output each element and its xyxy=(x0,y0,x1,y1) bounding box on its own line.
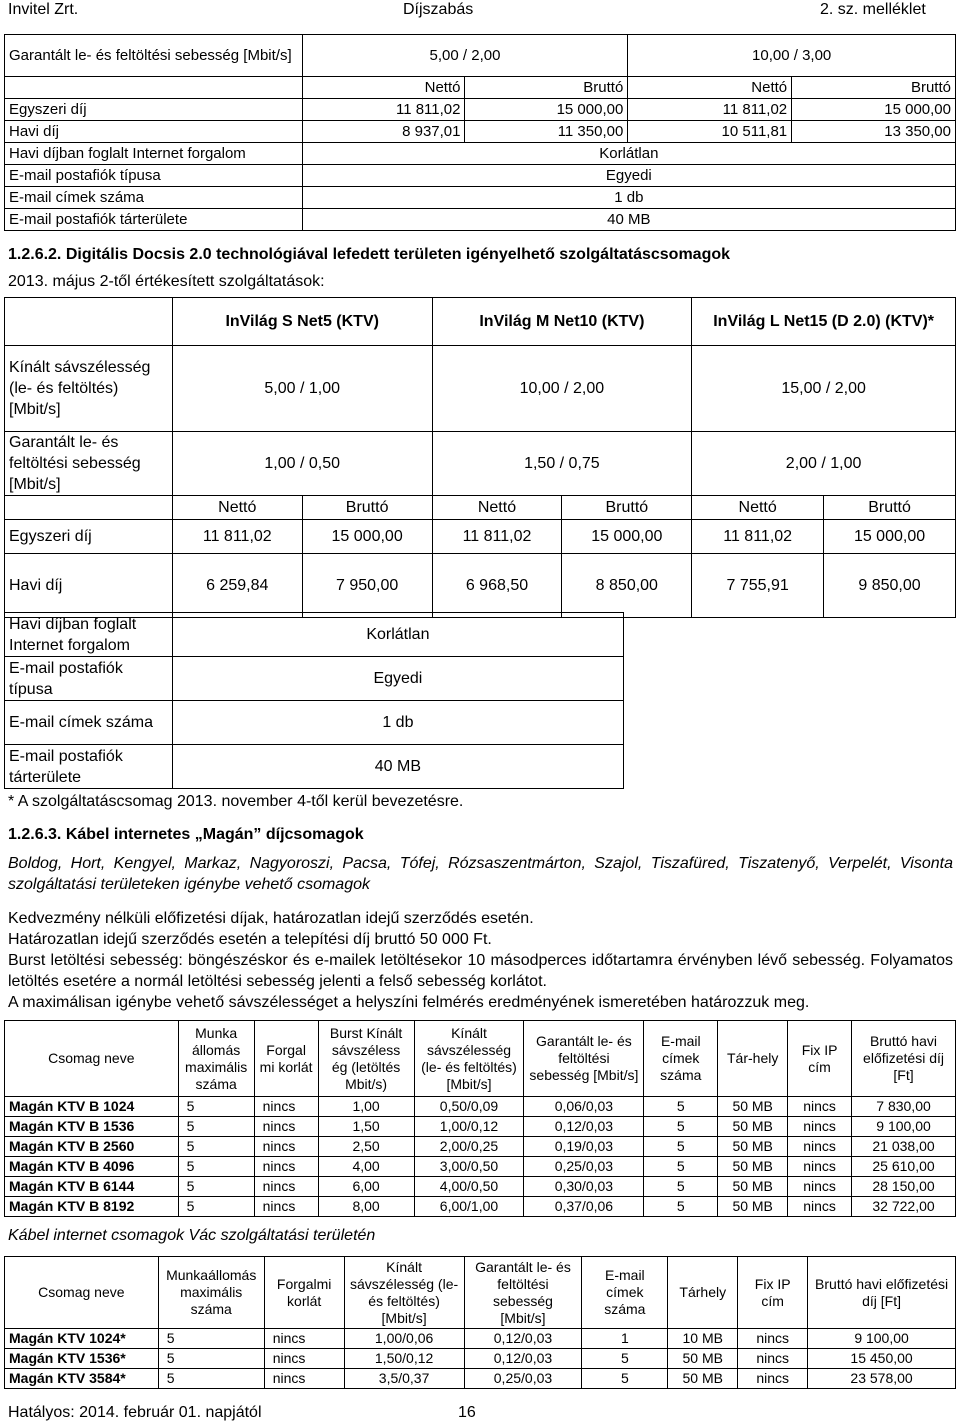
towns-paragraph: Boldog, Hort, Kengyel, Markaz, Nagyoroszi, Pacsa, Tófej, Rózsaszentmárton, Szajol, Tiszafüred, Tiszatenyő, Verpelét, Visonta szolgáltatási területeken igénybe vehető csomagok xyxy=(8,855,953,893)
package-name: Magán KTV 1536* xyxy=(5,1349,159,1369)
table-cell: 3,00/0,50 xyxy=(414,1157,524,1177)
table-row xyxy=(5,613,624,657)
package-name: Magán KTV B 1536 xyxy=(5,1117,179,1137)
vac-title: Kábel internet csomagok Vác szolgáltatási területén xyxy=(8,1227,376,1244)
page-number: 16 xyxy=(458,1404,476,1421)
footnote: * A szolgáltatáscsomag 2013. november 4-től kerül bevezetésre. xyxy=(8,793,464,810)
table-row xyxy=(5,1329,956,1349)
table-cell: nincs xyxy=(788,1097,852,1117)
price-cell: 23 578,00 xyxy=(808,1369,956,1389)
table-cell: 0,12/0,03 xyxy=(524,1117,644,1137)
empty-cell xyxy=(5,77,303,99)
price-cell: 28 150,00 xyxy=(852,1177,956,1197)
table-cell: nincs xyxy=(254,1177,318,1197)
table-cell: 5 xyxy=(178,1177,254,1197)
netto-header: Nettó xyxy=(302,77,465,99)
column-header: Burst Kínált sávszéless ég (letöltés Mbit/s) xyxy=(318,1021,414,1097)
table-cell: 50 MB xyxy=(718,1177,788,1197)
price-cell: 11 811,02 xyxy=(692,520,824,554)
column-header: E-mail címek száma xyxy=(582,1257,668,1329)
table-cell: 6,00 xyxy=(318,1177,414,1197)
price-cell: 15 000,00 xyxy=(562,520,692,554)
table-cell: nincs xyxy=(254,1157,318,1177)
table-cell: 0,30/0,03 xyxy=(524,1177,644,1197)
column-header: E-mail címek száma xyxy=(644,1021,718,1097)
table-cell: 0,12/0,03 xyxy=(464,1329,582,1349)
table-row xyxy=(5,165,956,187)
table-cell: 8,00 xyxy=(318,1197,414,1217)
table-cell: 1,00/0,12 xyxy=(414,1117,524,1137)
column-header: Garantált le- és feltöltési sebesség [Mbit/s] xyxy=(524,1021,644,1097)
price-cell: 13 350,00 xyxy=(792,121,956,143)
table-cell: nincs xyxy=(264,1369,344,1389)
table-cell: 5 xyxy=(644,1157,718,1177)
header-right: 2. sz. melléklet xyxy=(820,1,926,18)
table-cell: 5 xyxy=(644,1137,718,1157)
price-cell: 7 755,91 xyxy=(692,554,824,618)
table-cell: nincs xyxy=(788,1197,852,1217)
empty-cell xyxy=(5,496,173,520)
paragraph-install-fee: Határozatlan idejű szerződés esetén a telepítési díj bruttó 50 000 Ft. xyxy=(8,931,492,948)
table-row xyxy=(5,520,956,554)
row-label: E-mail postafiók típusa xyxy=(5,165,303,187)
price-cell: 7 950,00 xyxy=(302,554,432,618)
column-header: Forgalmi korlát xyxy=(264,1257,344,1329)
table-cell: 5 xyxy=(178,1117,254,1137)
price-cell: 21 038,00 xyxy=(852,1137,956,1157)
table-cell: 5 xyxy=(582,1369,668,1389)
column-header: Fix IP cím xyxy=(788,1021,852,1097)
table-cell: 5 xyxy=(644,1097,718,1117)
speed-b: 10,00 / 3,00 xyxy=(628,35,956,77)
column-header: Csomag neve xyxy=(5,1257,159,1329)
table-cell: 1,00 xyxy=(318,1097,414,1117)
table-row xyxy=(5,1117,956,1137)
row-label: Egyszeri díj xyxy=(5,99,303,121)
table-cell: nincs xyxy=(254,1117,318,1137)
section-heading-1263: 1.2.6.3. Kábel internetes „Magán” díjcsomagok xyxy=(8,826,364,843)
netto-header: Nettó xyxy=(628,77,792,99)
netto-header: Nettó xyxy=(432,496,562,520)
table-cell: 5 xyxy=(158,1349,264,1369)
table-cell: 5 xyxy=(178,1137,254,1157)
table-cell: 0,19/0,03 xyxy=(524,1137,644,1157)
price-cell: 11 811,02 xyxy=(628,99,792,121)
table-cell: nincs xyxy=(254,1097,318,1117)
table-cell: 5 xyxy=(158,1329,264,1349)
header-center: Díjszabás xyxy=(403,1,474,18)
merged-value: 40 MB xyxy=(302,209,955,231)
table-cell: nincs xyxy=(738,1349,808,1369)
price-cell: 11 811,02 xyxy=(172,520,302,554)
table-row xyxy=(5,143,956,165)
table-row xyxy=(5,121,956,143)
table-cell: 1,50/0,12 xyxy=(344,1349,464,1369)
table-row xyxy=(5,1177,956,1197)
guaranteed-m: 1,50 / 0,75 xyxy=(432,432,692,496)
table-cell: 3,5/0,37 xyxy=(344,1369,464,1389)
price-cell: 10 511,81 xyxy=(628,121,792,143)
brutto-header: Bruttó xyxy=(824,496,956,520)
table-row xyxy=(5,657,624,701)
section-heading-1262: 1.2.6.2. Digitális Docsis 2.0 technológiával lefedett területen igényelhető szolgáltatáscsomagok xyxy=(8,246,731,263)
package-name: Magán KTV 1024* xyxy=(5,1329,159,1349)
table-row xyxy=(5,701,624,745)
table-cell: 50 MB xyxy=(718,1117,788,1137)
package-name: Magán KTV B 4096 xyxy=(5,1157,179,1177)
table-row xyxy=(5,99,956,121)
table-invilag-packages xyxy=(4,297,956,618)
package-m-header: InVilág M Net10 (KTV) xyxy=(432,298,692,346)
column-header: Fix IP cím xyxy=(738,1257,808,1329)
table-cell: nincs xyxy=(788,1117,852,1137)
price-cell: 7 830,00 xyxy=(852,1097,956,1117)
table-cell: nincs xyxy=(254,1197,318,1217)
row-label: E-mail címek száma xyxy=(5,701,173,745)
netto-header: Nettó xyxy=(172,496,302,520)
table-row xyxy=(5,187,956,209)
merged-value: 1 db xyxy=(172,701,623,745)
offered-label: Kínált sávszélesség (le- és feltöltés) [Mbit/s] xyxy=(5,346,173,432)
row-label: Havi díjban foglalt Internet forgalom xyxy=(5,613,173,657)
row-label: Havi díj xyxy=(5,554,173,618)
table-row xyxy=(5,1349,956,1369)
merged-value: Egyedi xyxy=(172,657,623,701)
price-cell: 6 968,50 xyxy=(432,554,562,618)
merged-value: Korlátlan xyxy=(172,613,623,657)
package-name: Magán KTV B 1024 xyxy=(5,1097,179,1117)
table-cell: 0,37/0,06 xyxy=(524,1197,644,1217)
table-cell: nincs xyxy=(264,1329,344,1349)
package-name: Magán KTV B 2560 xyxy=(5,1137,179,1157)
column-header: Bruttó havi előfizetési díj [Ft] xyxy=(808,1257,956,1329)
price-cell: 8 937,01 xyxy=(302,121,465,143)
package-s-header: InVilág S Net5 (KTV) xyxy=(172,298,432,346)
column-header: Csomag neve xyxy=(5,1021,179,1097)
table-cell: 2,00/0,25 xyxy=(414,1137,524,1157)
speed-a: 5,00 / 2,00 xyxy=(302,35,628,77)
table-cell: 50 MB xyxy=(718,1197,788,1217)
price-cell: 8 850,00 xyxy=(562,554,692,618)
merged-value: Egyedi xyxy=(302,165,955,187)
table-cell: 5 xyxy=(178,1097,254,1117)
guaranteed-l: 2,00 / 1,00 xyxy=(692,432,956,496)
table-cell: nincs xyxy=(254,1137,318,1157)
package-name: Magán KTV B 8192 xyxy=(5,1197,179,1217)
package-name: Magán KTV 3584* xyxy=(5,1369,159,1389)
brutto-header: Bruttó xyxy=(302,496,432,520)
table-row xyxy=(5,1157,956,1177)
table-cell: 0,12/0,03 xyxy=(464,1349,582,1369)
table-cell: 5 xyxy=(644,1197,718,1217)
empty-cell xyxy=(5,298,173,346)
price-cell: 15 000,00 xyxy=(302,520,432,554)
offered-s: 5,00 / 1,00 xyxy=(172,346,432,432)
price-cell: 6 259,84 xyxy=(172,554,302,618)
price-cell: 11 811,02 xyxy=(302,99,465,121)
package-name: Magán KTV B 6144 xyxy=(5,1177,179,1197)
table-cell: 5 xyxy=(644,1177,718,1197)
guaranteed-s: 1,00 / 0,50 xyxy=(172,432,432,496)
column-header: Forgal mi korlát xyxy=(254,1021,318,1097)
table-cell: 0,06/0,03 xyxy=(524,1097,644,1117)
price-cell: 11 811,02 xyxy=(432,520,562,554)
guaranteed-label: Garantált le- és feltöltési sebesség [Mbit/s] xyxy=(5,432,173,496)
merged-value: Korlátlan xyxy=(302,143,955,165)
header-left: Invitel Zrt. xyxy=(8,1,79,18)
package-l-header: InVilág L Net15 (D 2.0) (KTV)* xyxy=(692,298,956,346)
table-cell: 5 xyxy=(582,1349,668,1369)
price-cell: 9 100,00 xyxy=(852,1117,956,1137)
table-cell: 0,25/0,03 xyxy=(524,1157,644,1177)
table-cell: 5 xyxy=(178,1197,254,1217)
table-cell: 5 xyxy=(178,1157,254,1177)
table-cell: 50 MB xyxy=(718,1137,788,1157)
table-cell: 2,50 xyxy=(318,1137,414,1157)
netto-header: Nettó xyxy=(692,496,824,520)
table-invilag-extras xyxy=(4,612,624,789)
brutto-header: Bruttó xyxy=(792,77,956,99)
table-cell: 1,50 xyxy=(318,1117,414,1137)
column-header: Tárhely xyxy=(668,1257,738,1329)
table-row xyxy=(5,209,956,231)
row-label: E-mail postafiók típusa xyxy=(5,657,173,701)
column-header: Tár-hely xyxy=(718,1021,788,1097)
table-cell: 10 MB xyxy=(668,1329,738,1349)
merged-value: 40 MB xyxy=(172,745,623,789)
price-cell: 15 450,00 xyxy=(808,1349,956,1369)
offered-l: 15,00 / 2,00 xyxy=(692,346,956,432)
column-header: Kínált sávszélesség (le- és feltöltés) [Mbit/s] xyxy=(414,1021,524,1097)
paragraph-discount: Kedvezmény nélküli előfizetési díjak, határozatlan idejű szerződés esetén. xyxy=(8,910,534,927)
row-label: E-mail postafiók tárterülete xyxy=(5,745,173,789)
table-row xyxy=(5,1369,956,1389)
brutto-header: Bruttó xyxy=(562,496,692,520)
column-header: Kínált sávszélesség (le- és feltöltés) [Mbit/s] xyxy=(344,1257,464,1329)
price-cell: 15 000,00 xyxy=(824,520,956,554)
table-cell: nincs xyxy=(738,1369,808,1389)
table-cell: 1 xyxy=(582,1329,668,1349)
table-cell: 50 MB xyxy=(718,1097,788,1117)
table-cell: 4,00/0,50 xyxy=(414,1177,524,1197)
table-cell: nincs xyxy=(788,1157,852,1177)
table-cell: 0,50/0,09 xyxy=(414,1097,524,1117)
column-header: Munkaállomás maximális száma xyxy=(158,1257,264,1329)
table-cell: 50 MB xyxy=(668,1349,738,1369)
price-cell: 25 610,00 xyxy=(852,1157,956,1177)
merged-value: 1 db xyxy=(302,187,955,209)
column-header: Munka állomás maximális száma xyxy=(178,1021,254,1097)
table-cell: nincs xyxy=(738,1329,808,1349)
price-cell: 15 000,00 xyxy=(465,99,628,121)
table-cell: 5 xyxy=(158,1369,264,1389)
table-cell: 6,00/1,00 xyxy=(414,1197,524,1217)
footer-effective-date: Hatályos: 2014. február 01. napjától xyxy=(8,1404,262,1421)
table-magan-ktv-b xyxy=(4,1020,956,1217)
table-row xyxy=(5,554,956,618)
table-row xyxy=(5,1137,956,1157)
table-cell: 50 MB xyxy=(668,1369,738,1389)
row-label: Havi díj xyxy=(5,121,303,143)
table-cell: 50 MB xyxy=(718,1157,788,1177)
column-header: Bruttó havi előfizetési díj [Ft] xyxy=(852,1021,956,1097)
table-cell: 0,25/0,03 xyxy=(464,1369,582,1389)
row-label: E-mail címek száma xyxy=(5,187,303,209)
row-label: Egyszeri díj xyxy=(5,520,173,554)
table-speed-tier-prices xyxy=(4,34,956,231)
speed-label: Garantált le- és feltöltési sebesség [Mbit/s] xyxy=(5,35,303,77)
table-cell: 5 xyxy=(644,1117,718,1137)
table-row xyxy=(5,1197,956,1217)
price-cell: 32 722,00 xyxy=(852,1197,956,1217)
table-cell: nincs xyxy=(788,1137,852,1157)
column-header: Garantált le- és feltöltési sebesség [Mbit/s] xyxy=(464,1257,582,1329)
table-cell: nincs xyxy=(264,1349,344,1369)
paragraph-max-bandwidth: A maximálisan igénybe vehető sávszélességet a helyszíni felmérés eredményének ismeretében határozzuk meg. xyxy=(8,994,810,1011)
row-label: E-mail postafiók tárterülete xyxy=(5,209,303,231)
table-row xyxy=(5,1097,956,1117)
brutto-header: Bruttó xyxy=(465,77,628,99)
table-cell: nincs xyxy=(788,1177,852,1197)
price-cell: 9 850,00 xyxy=(824,554,956,618)
price-cell: 9 100,00 xyxy=(808,1329,956,1349)
offered-m: 10,00 / 2,00 xyxy=(432,346,692,432)
table-magan-ktv-vac xyxy=(4,1256,956,1389)
price-cell: 11 350,00 xyxy=(465,121,628,143)
table-cell: 4,00 xyxy=(318,1157,414,1177)
price-cell: 15 000,00 xyxy=(792,99,956,121)
row-label: Havi díjban foglalt Internet forgalom xyxy=(5,143,303,165)
subheading-2013: 2013. május 2-től értékesített szolgáltatások: xyxy=(8,273,325,290)
table-cell: 1,00/0,06 xyxy=(344,1329,464,1349)
table-row xyxy=(5,745,624,789)
paragraph-burst: Burst letöltési sebesség: böngészéskor és e-mailek letöltésekor 10 másodperces időtartamra érvényben lévő sebesség. Folyamatos letöltés esetére a normál letöltési sebesség jelenti a felső sebesség korlátot. xyxy=(8,952,953,990)
